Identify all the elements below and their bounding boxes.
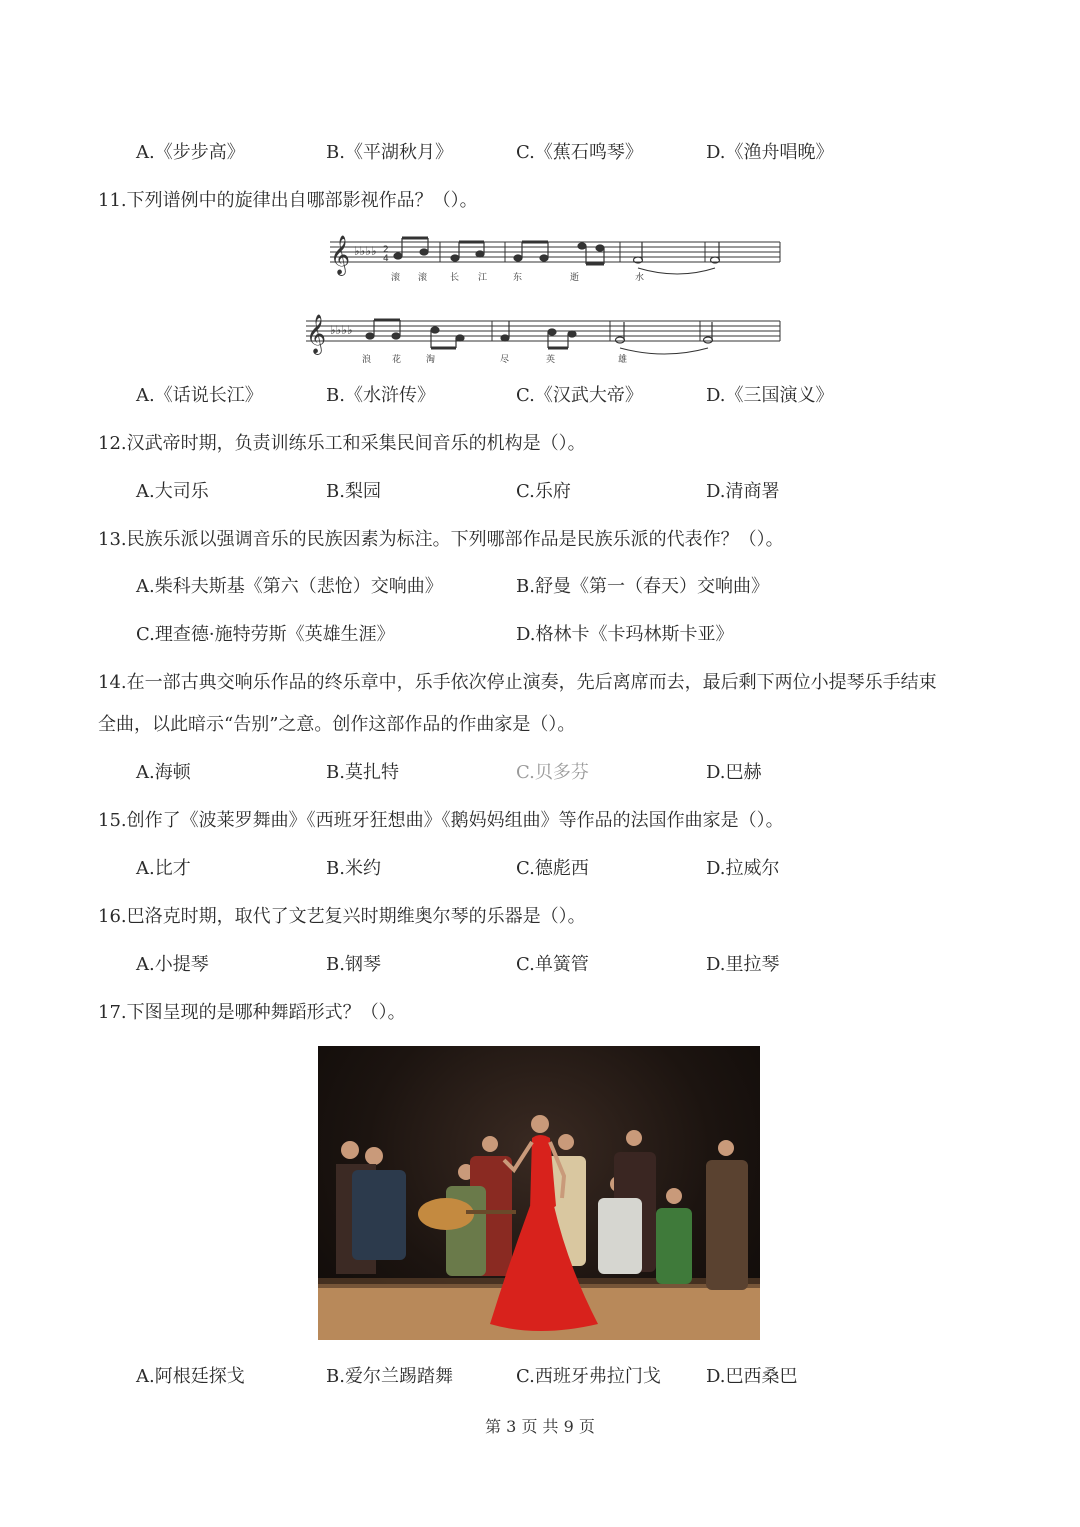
q15-stem: 15.创作了《波莱罗舞曲》《西班牙狂想曲》《鹅妈妈组曲》等作品的法国作曲家是（）。	[98, 810, 784, 831]
q16-option-b: B.钢琴	[326, 954, 381, 975]
q13-option-b: B.舒曼《第一（春天）交响曲》	[516, 576, 769, 597]
q13-option-d: D.格林卡《卡玛林斯卡亚》	[516, 624, 734, 645]
q16-option-d: D.里拉琴	[706, 954, 780, 975]
q14-option-a: A.海顿	[136, 762, 191, 783]
q11-option-a: A.《话说长江》	[136, 385, 263, 406]
q14-option-b: B.莫扎特	[326, 762, 399, 783]
q17-stem: 17.下图呈现的是哪种舞蹈形式？（）。	[98, 1002, 406, 1023]
q14-stem-line1: 14.在一部古典交响乐作品的终乐章中，乐手依次停止演奏，先后离席而去，最后剩下两位小提琴乐手结束	[98, 672, 937, 693]
q15-option-b: B.米约	[326, 858, 381, 879]
q14-option-c: C.贝多芬	[516, 762, 589, 783]
q14-options	[136, 761, 1036, 785]
svg-text:♭♭♭♭: ♭♭♭♭	[354, 244, 377, 258]
svg-text:4: 4	[383, 254, 389, 264]
q17-option-a: A.阿根廷探戈	[136, 1366, 245, 1387]
lyric: 英	[546, 355, 556, 365]
q12-option-b: B.梨园	[326, 481, 381, 502]
q11-option-c: C.《汉武大帝》	[516, 385, 643, 406]
q15-options	[136, 857, 1036, 881]
q16-option-c: C.单簧管	[516, 954, 589, 975]
q17-options	[136, 1365, 1036, 1389]
q13-options-row1	[136, 575, 1036, 599]
q15-option-c: C.德彪西	[516, 858, 589, 879]
lyric: 江	[478, 273, 488, 283]
lyric: 浪	[362, 355, 372, 365]
lyric: 水	[635, 273, 645, 283]
q10-option-a: A.《步步高》	[136, 142, 245, 163]
q13-option-a: A.柴科夫斯基《第六（悲怆）交响曲》	[136, 576, 443, 597]
q16-stem: 16.巴洛克时期，取代了文艺复兴时期维奥尔琴的乐器是（）。	[98, 906, 586, 927]
lyric: 长	[450, 273, 460, 283]
lyric: 尽	[500, 355, 510, 365]
page-footer: 第 3 页 共 9 页	[485, 1417, 595, 1436]
q11-option-d: D.《三国演义》	[706, 385, 834, 406]
q10-option-c: C.《蕉石鸣琴》	[516, 142, 643, 163]
svg-text:♭♭♭♭: ♭♭♭♭	[330, 323, 353, 337]
lyric: 逝	[570, 273, 580, 283]
svg-text:𝄞: 𝄞	[330, 235, 351, 275]
q13-options-row2	[136, 623, 1036, 647]
q16-option-a: A.小提琴	[136, 954, 209, 975]
lyric: 滚	[418, 273, 428, 283]
q10-option-b: B.《平湖秋月》	[326, 142, 453, 163]
lyric: 花	[392, 355, 402, 365]
q11-options	[136, 384, 1036, 408]
q11-stem: 11.下列谱例中的旋律出自哪部影视作品？（）。	[98, 190, 478, 211]
svg-text:2: 2	[383, 245, 389, 255]
lyric: 雄	[618, 355, 628, 365]
q16-options	[136, 953, 1036, 977]
lyric: 滚	[391, 273, 401, 283]
q12-options	[136, 480, 1036, 504]
music-score	[300, 228, 790, 374]
q12-stem: 12.汉武帝时期，负责训练乐工和采集民间音乐的机构是（）。	[98, 433, 586, 454]
q14-option-d: D.巴赫	[706, 762, 762, 783]
q10-option-d: D.《渔舟唱晚》	[706, 142, 834, 163]
lyric: 东	[513, 273, 523, 283]
q14-stem-line2: 全曲，以此暗示“告别”之意。创作这部作品的作曲家是（）。	[98, 714, 576, 735]
q17-option-c: C.西班牙弗拉门戈	[516, 1366, 661, 1387]
q17-option-b: B.爱尔兰踢踏舞	[326, 1366, 453, 1387]
q17-option-d: D.巴西桑巴	[706, 1366, 798, 1387]
q15-option-a: A.比才	[136, 858, 191, 879]
q12-option-d: D.清商署	[706, 481, 780, 502]
q11-option-b: B.《水浒传》	[326, 385, 435, 406]
q12-option-c: C.乐府	[516, 481, 571, 502]
q13-option-c: C.理查德·施特劳斯《英雄生涯》	[136, 624, 395, 645]
q12-option-a: A.大司乐	[136, 481, 209, 502]
lyric: 淘	[426, 355, 436, 365]
q15-option-d: D.拉威尔	[706, 858, 780, 879]
q10-options	[136, 141, 1036, 165]
svg-text:𝄞: 𝄞	[306, 314, 327, 354]
q13-stem: 13.民族乐派以强调音乐的民族因素为标注。下列哪部作品是民族乐派的代表作？（）。	[98, 529, 784, 550]
flamenco-photo	[318, 1046, 760, 1340]
